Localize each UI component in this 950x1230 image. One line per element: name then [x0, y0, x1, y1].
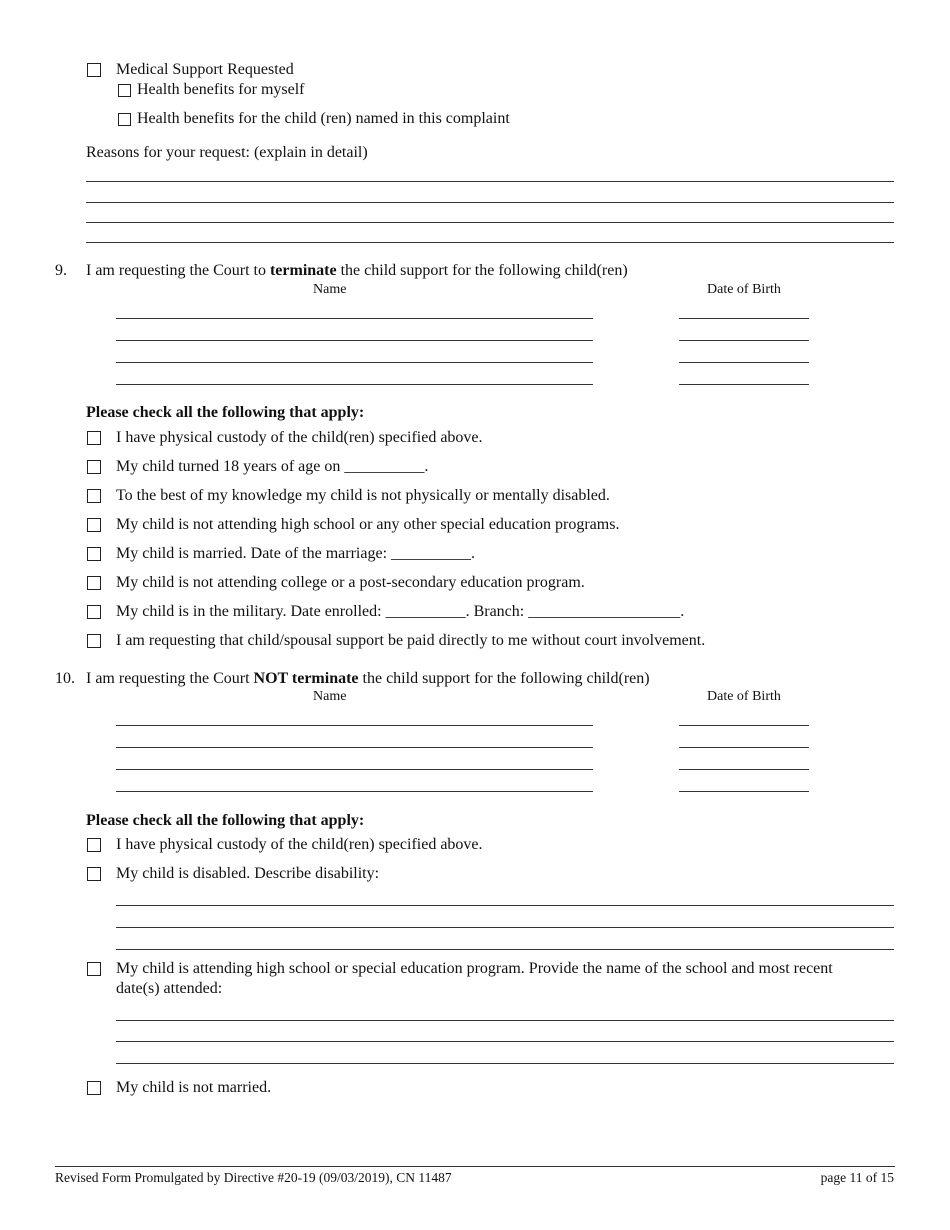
child-dob-line[interactable]: [679, 725, 809, 726]
child-name-line[interactable]: [116, 791, 593, 792]
child-name-line[interactable]: [116, 318, 593, 319]
s9-custody-checkbox[interactable]: [87, 431, 101, 445]
section-9-name-header: Name: [313, 282, 347, 297]
disability-line[interactable]: [116, 949, 894, 950]
s10-custody-checkbox[interactable]: [87, 838, 101, 852]
section-10-dob-header: Date of Birth: [707, 689, 781, 704]
s9-military-label: My child is in the military. Date enrolled: __________. Branch: ___________________.: [116, 603, 685, 620]
footer-page-number: page 11 of 15: [820, 1170, 894, 1185]
s10-not-married-label: My child is not married.: [116, 1079, 272, 1096]
child-dob-line[interactable]: [679, 791, 809, 792]
disability-line[interactable]: [116, 927, 894, 928]
s9-turned-18-checkbox[interactable]: [87, 460, 101, 474]
s9-not-in-college-checkbox[interactable]: [87, 576, 101, 590]
section-10-statement: I am requesting the Court NOT terminate the child support for the following child(ren): [86, 670, 650, 687]
child-dob-line[interactable]: [679, 340, 809, 341]
reasons-label: Reasons for your request: (explain in detail): [86, 144, 368, 161]
child-dob-line[interactable]: [679, 318, 809, 319]
medical-support-checkbox[interactable]: [87, 63, 101, 77]
child-dob-line[interactable]: [679, 747, 809, 748]
health-myself-checkbox[interactable]: [118, 84, 131, 97]
disability-line[interactable]: [116, 905, 894, 906]
section-9-number: 9.: [55, 262, 67, 279]
footer-form-info: Revised Form Promulgated by Directive #20-19 (09/03/2019), CN 11487: [55, 1170, 452, 1185]
s9-direct-payment-label: I am requesting that child/spousal support be paid directly to me without court involvement.: [116, 632, 706, 649]
s9-military-checkbox[interactable]: [87, 605, 101, 619]
s10-in-school-label-cont: date(s) attended:: [116, 980, 223, 997]
school-line[interactable]: [116, 1063, 894, 1064]
child-dob-line[interactable]: [679, 384, 809, 385]
s9-custody-label: I have physical custody of the child(ren) specified above.: [116, 429, 483, 446]
s9-married-checkbox[interactable]: [87, 547, 101, 561]
school-line[interactable]: [116, 1041, 894, 1042]
s9-not-disabled-checkbox[interactable]: [87, 489, 101, 503]
s9-not-in-school-label: My child is not attending high school or any other special education programs.: [116, 516, 620, 533]
s10-disabled-label: My child is disabled. Describe disability:: [116, 865, 380, 882]
child-name-line[interactable]: [116, 747, 593, 748]
health-children-label: Health benefits for the child (ren) named in this complaint: [137, 110, 510, 127]
reasons-line[interactable]: [86, 222, 894, 223]
child-name-line[interactable]: [116, 340, 593, 341]
footer-rule: [55, 1166, 895, 1167]
s9-not-in-school-checkbox[interactable]: [87, 518, 101, 532]
section-10-number: 10.: [55, 670, 75, 687]
health-children-checkbox[interactable]: [118, 113, 131, 126]
child-dob-line[interactable]: [679, 362, 809, 363]
section-9-dob-header: Date of Birth: [707, 282, 781, 297]
section-10-checklist-heading: Please check all the following that apply:: [86, 812, 365, 829]
s9-not-in-college-label: My child is not attending college or a post-secondary education program.: [116, 574, 585, 591]
section-10-name-header: Name: [313, 689, 347, 704]
s10-in-school-checkbox[interactable]: [87, 962, 101, 976]
reasons-line[interactable]: [86, 202, 894, 203]
health-myself-label: Health benefits for myself: [137, 81, 305, 98]
s9-direct-payment-checkbox[interactable]: [87, 634, 101, 648]
reasons-line[interactable]: [86, 181, 894, 182]
reasons-line[interactable]: [86, 242, 894, 243]
s9-married-label: My child is married. Date of the marriage: __________.: [116, 545, 476, 562]
s9-not-disabled-label: To the best of my knowledge my child is not physically or mentally disabled.: [116, 487, 610, 504]
section-9-checklist-heading: Please check all the following that apply:: [86, 404, 365, 421]
child-name-line[interactable]: [116, 362, 593, 363]
school-line[interactable]: [116, 1020, 894, 1021]
child-dob-line[interactable]: [679, 769, 809, 770]
child-name-line[interactable]: [116, 384, 593, 385]
child-name-line[interactable]: [116, 769, 593, 770]
s10-custody-label: I have physical custody of the child(ren) specified above.: [116, 836, 483, 853]
medical-support-label: Medical Support Requested: [116, 61, 294, 78]
section-9-statement: I am requesting the Court to terminate the child support for the following child(ren): [86, 262, 628, 279]
s9-turned-18-label: My child turned 18 years of age on __________.: [116, 458, 429, 475]
s10-in-school-label: My child is attending high school or special education program. Provide the name of the school and most recent: [116, 960, 833, 977]
child-name-line[interactable]: [116, 725, 593, 726]
s10-not-married-checkbox[interactable]: [87, 1081, 101, 1095]
s10-disabled-checkbox[interactable]: [87, 867, 101, 881]
